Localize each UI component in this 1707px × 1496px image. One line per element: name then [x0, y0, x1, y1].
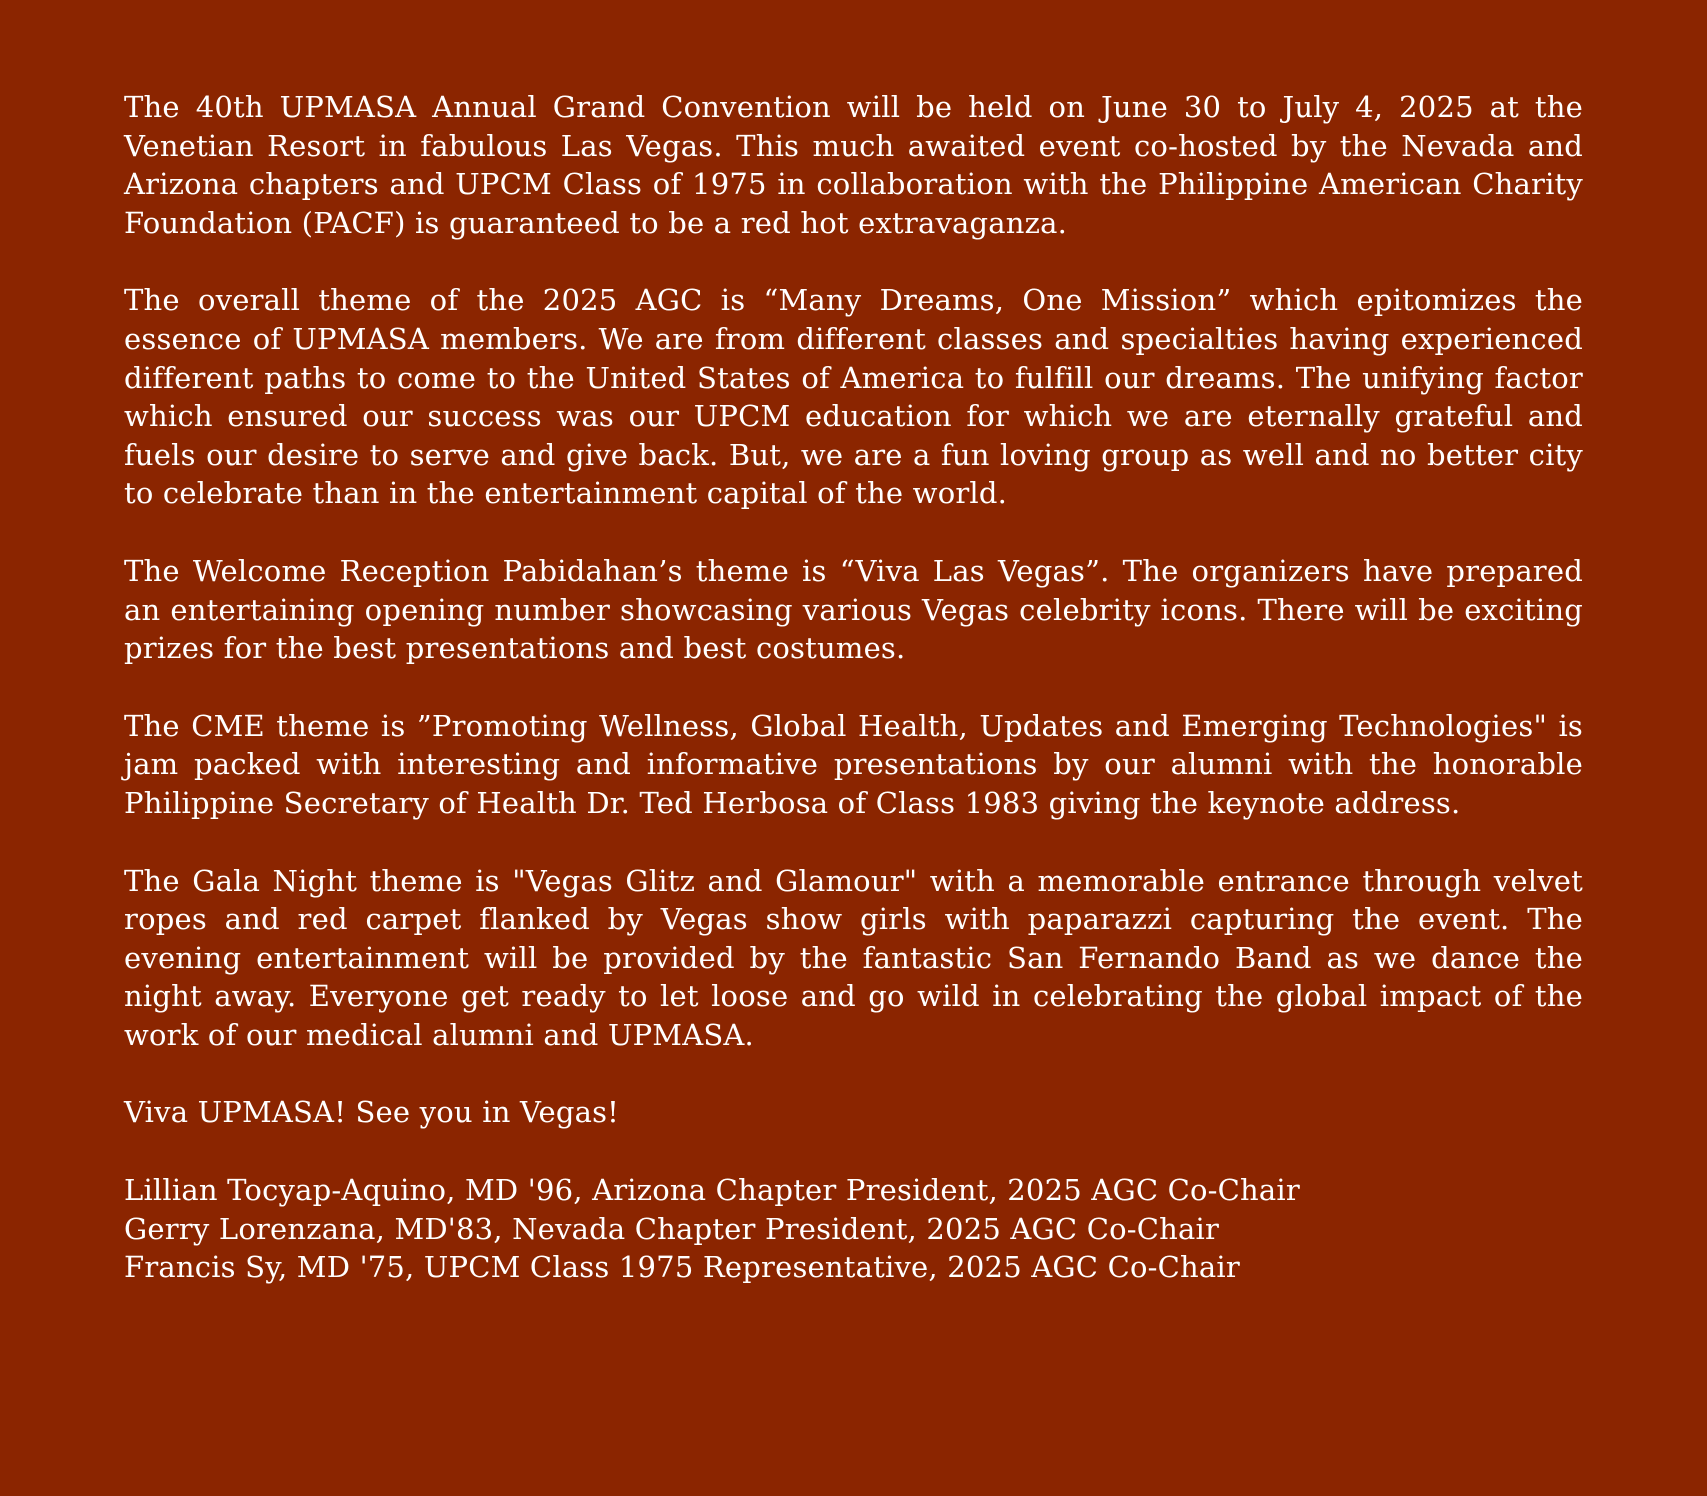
closing-line: Viva UPMASA! See you in Vegas! [124, 1095, 620, 1130]
signature-line-class-1975: Francis Sy, MD '75, UPCM Class 1975 Representative, 2025 AGC Co-Chair [124, 1250, 1240, 1285]
paragraph-overall-theme: The overall theme of the 2025 AGC is “Many Dreams, One Mission” which epitomizes the essence of UPMASA members. We are from different classes and specialties having experienced different paths to come to the United States of America to fulfill our dreams. The unifying factor which ensured our success was our UPCM education for which we are eternally grateful and fuels our desire to serve and give back. But, we are a fun loving group as well and no better city to celebrate than in the entertainment capital of the world. [124, 283, 1583, 511]
signature-block [124, 1171, 1583, 1287]
paragraph-convention-intro: The 40th UPMASA Annual Grand Convention will be held on June 30 to July 4, 2025 at the Venetian Resort in fabulous Las Vegas. This much awaited event co-hosted by the Nevada and Arizona chapters and UPCM Class of 1975 in collaboration with the Philippine American Charity Foundation (PACF) is guaranteed to be a red hot extravaganza. [124, 90, 1583, 240]
announcement-letter [124, 88, 1583, 1287]
paragraph-cme-theme: The CME theme is ”Promoting Wellness, Global Health, Updates and Emerging Technologies" is jam packed with interesting and informative presentations by our alumni with the honorable Philippine Secretary of Health Dr. Ted Herbosa of Class 1983 giving the keynote address. [124, 708, 1583, 820]
signature-line-arizona: Lillian Tocyap-Aquino, MD '96, Arizona Chapter President, 2025 AGC Co-Chair [124, 1173, 1300, 1208]
paragraph-welcome-reception: The Welcome Reception Pabidahan’s theme is “Viva Las Vegas”. The organizers have prepared an entertaining opening number showcasing various Vegas celebrity icons. There will be exciting prizes for the best presentations and best costumes. [124, 553, 1583, 666]
signature-line-nevada: Gerry Lorenzana, MD'83, Nevada Chapter President, 2025 AGC Co-Chair [124, 1211, 1220, 1246]
paragraph-gala-night: The Gala Night theme is "Vegas Glitz and Glamour" with a memorable entrance through velvet ropes and red carpet flanked by Vegas show girls with paparazzi capturing the event. The evening entertainment will be provided by the fantastic San Fernando Band as we dance the night away. Everyone get ready to let loose and go wild in celebrating the global impact of the work of our medical alumni and UPMASA. [124, 863, 1583, 1052]
